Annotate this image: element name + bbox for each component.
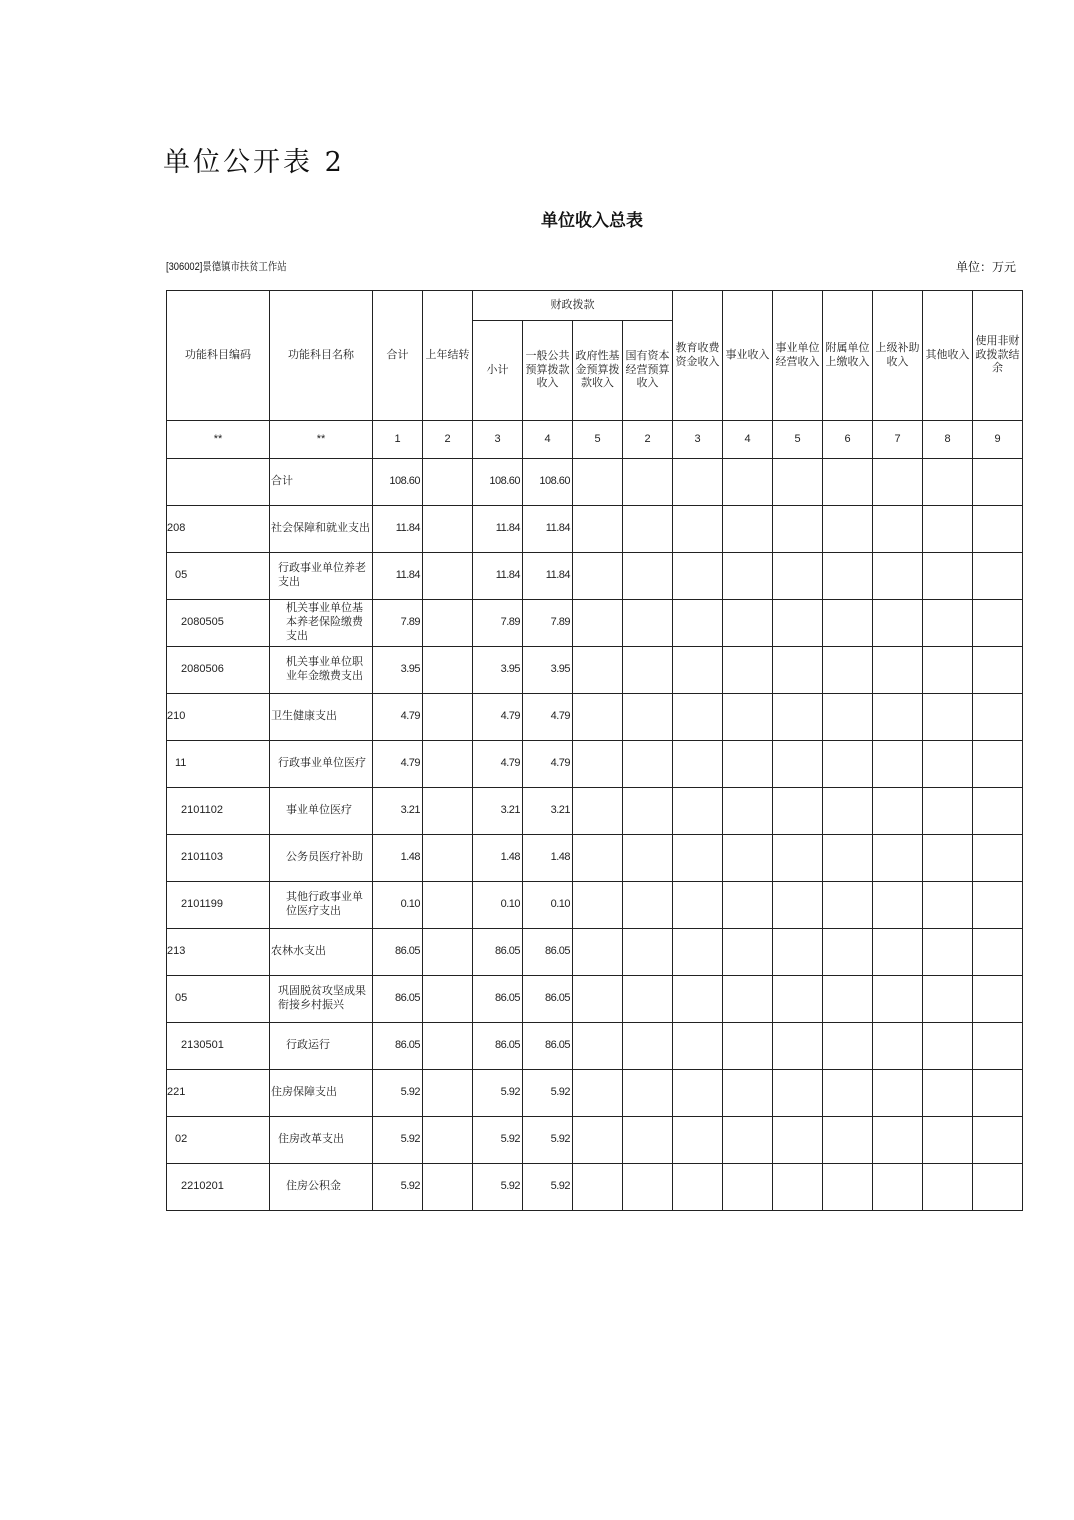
row-empty-cell xyxy=(823,835,873,882)
row-subtotal: 86.05 xyxy=(473,976,523,1023)
row-subtotal: 3.21 xyxy=(473,788,523,835)
row-empty-cell xyxy=(673,741,723,788)
header-gov-fund: 政府性基金预算拨款收入 xyxy=(573,321,623,421)
row-empty-cell xyxy=(873,600,923,647)
row-subtotal: 1.48 xyxy=(473,835,523,882)
row-empty-cell xyxy=(723,1070,773,1117)
index-row xyxy=(167,421,1023,459)
row-empty-cell xyxy=(773,1070,823,1117)
row-carryover xyxy=(423,929,473,976)
row-general: 86.05 xyxy=(523,1023,573,1070)
row-name: 机关事业单位基本养老保险缴费支出 xyxy=(270,600,373,647)
row-empty-cell xyxy=(923,741,973,788)
row-empty-cell xyxy=(673,1117,723,1164)
row-empty-cell xyxy=(573,882,623,929)
row-empty-cell xyxy=(573,553,623,600)
row-name: 事业单位医疗 xyxy=(270,788,373,835)
row-name: 巩固脱贫攻坚成果衔接乡村振兴 xyxy=(270,976,373,1023)
row-empty-cell xyxy=(723,600,773,647)
row-general: 4.79 xyxy=(523,741,573,788)
row-code: 2080505 xyxy=(167,600,270,647)
header-state-capital: 国有资本经营预算收入 xyxy=(623,321,673,421)
row-empty-cell xyxy=(773,882,823,929)
row-carryover xyxy=(423,788,473,835)
row-empty-cell xyxy=(673,1164,723,1211)
row-empty-cell xyxy=(573,929,623,976)
row-empty-cell xyxy=(573,788,623,835)
row-empty-cell xyxy=(973,459,1023,506)
table-row xyxy=(167,459,1023,506)
table-row xyxy=(167,882,1023,929)
row-empty-cell xyxy=(823,459,873,506)
row-empty-cell xyxy=(723,835,773,882)
row-empty-cell xyxy=(723,741,773,788)
income-summary-table xyxy=(166,290,1023,1211)
row-empty-cell xyxy=(873,741,923,788)
row-total: 86.05 xyxy=(373,976,423,1023)
row-empty-cell xyxy=(623,647,673,694)
row-subtotal: 7.89 xyxy=(473,600,523,647)
row-empty-cell xyxy=(973,506,1023,553)
index-cell: 6 xyxy=(823,421,873,459)
header-other: 其他收入 xyxy=(923,291,973,421)
row-empty-cell xyxy=(673,553,723,600)
header-total: 合计 xyxy=(373,291,423,421)
row-carryover xyxy=(423,835,473,882)
row-code: 11 xyxy=(167,741,270,788)
index-cell: 9 xyxy=(973,421,1023,459)
row-subtotal: 5.92 xyxy=(473,1164,523,1211)
row-empty-cell xyxy=(973,976,1023,1023)
row-empty-cell xyxy=(673,835,723,882)
row-empty-cell xyxy=(973,553,1023,600)
row-total: 86.05 xyxy=(373,929,423,976)
row-empty-cell xyxy=(973,647,1023,694)
row-general: 1.48 xyxy=(523,835,573,882)
row-empty-cell xyxy=(673,788,723,835)
row-empty-cell xyxy=(823,929,873,976)
table-row xyxy=(167,1070,1023,1117)
row-empty-cell xyxy=(873,1023,923,1070)
header-edu-fee: 教育收费资金收入 xyxy=(673,291,723,421)
row-carryover xyxy=(423,506,473,553)
row-empty-cell xyxy=(973,741,1023,788)
row-empty-cell xyxy=(623,1164,673,1211)
row-empty-cell xyxy=(773,835,823,882)
header-balance: 使用非财政拨款结余 xyxy=(973,291,1023,421)
row-empty-cell xyxy=(973,929,1023,976)
row-general: 3.21 xyxy=(523,788,573,835)
row-subtotal: 4.79 xyxy=(473,741,523,788)
row-empty-cell xyxy=(723,882,773,929)
header-subtotal: 小计 xyxy=(473,321,523,421)
row-empty-cell xyxy=(923,976,973,1023)
row-empty-cell xyxy=(673,459,723,506)
row-general: 11.84 xyxy=(523,506,573,553)
row-code: 221 xyxy=(167,1070,270,1117)
row-empty-cell xyxy=(773,1117,823,1164)
row-empty-cell xyxy=(923,1164,973,1211)
row-carryover xyxy=(423,741,473,788)
row-empty-cell xyxy=(823,882,873,929)
row-empty-cell xyxy=(573,694,623,741)
row-total: 5.92 xyxy=(373,1117,423,1164)
table-row xyxy=(167,553,1023,600)
row-name: 行政事业单位医疗 xyxy=(270,741,373,788)
index-cell: 4 xyxy=(523,421,573,459)
row-empty-cell xyxy=(973,694,1023,741)
row-empty-cell xyxy=(873,506,923,553)
row-empty-cell xyxy=(723,459,773,506)
row-empty-cell xyxy=(573,647,623,694)
row-empty-cell xyxy=(573,741,623,788)
table-row xyxy=(167,835,1023,882)
row-empty-cell xyxy=(773,741,823,788)
row-empty-cell xyxy=(723,1164,773,1211)
table-row xyxy=(167,647,1023,694)
index-cell: 7 xyxy=(873,421,923,459)
row-empty-cell xyxy=(823,506,873,553)
row-empty-cell xyxy=(723,788,773,835)
row-general: 0.10 xyxy=(523,882,573,929)
row-empty-cell xyxy=(923,835,973,882)
row-empty-cell xyxy=(823,600,873,647)
row-empty-cell xyxy=(773,1023,823,1070)
row-total: 3.21 xyxy=(373,788,423,835)
row-empty-cell xyxy=(923,1023,973,1070)
row-empty-cell xyxy=(973,882,1023,929)
row-empty-cell xyxy=(573,459,623,506)
row-name: 合计 xyxy=(270,459,373,506)
document-label: 单位公开表 2 xyxy=(163,147,345,178)
row-empty-cell xyxy=(873,647,923,694)
row-total: 1.48 xyxy=(373,835,423,882)
row-empty-cell xyxy=(623,1070,673,1117)
row-name: 住房改革支出 xyxy=(270,1117,373,1164)
row-subtotal: 11.84 xyxy=(473,553,523,600)
row-empty-cell xyxy=(923,600,973,647)
row-empty-cell xyxy=(673,976,723,1023)
row-name: 公务员医疗补助 xyxy=(270,835,373,882)
row-empty-cell xyxy=(673,647,723,694)
row-empty-cell xyxy=(573,1023,623,1070)
row-total: 5.92 xyxy=(373,1070,423,1117)
row-carryover xyxy=(423,882,473,929)
row-empty-cell xyxy=(973,600,1023,647)
header-fiscal: 财政拨款 xyxy=(473,291,673,321)
row-empty-cell xyxy=(973,1117,1023,1164)
row-empty-cell xyxy=(823,741,873,788)
row-empty-cell xyxy=(973,1070,1023,1117)
row-name: 住房公积金 xyxy=(270,1164,373,1211)
row-name: 行政事业单位养老支出 xyxy=(270,553,373,600)
row-name: 社会保障和就业支出 xyxy=(270,506,373,553)
row-general: 5.92 xyxy=(523,1117,573,1164)
row-empty-cell xyxy=(573,976,623,1023)
row-empty-cell xyxy=(623,1117,673,1164)
row-empty-cell xyxy=(923,1117,973,1164)
row-empty-cell xyxy=(823,647,873,694)
table-row xyxy=(167,506,1023,553)
row-empty-cell xyxy=(673,1070,723,1117)
row-empty-cell xyxy=(823,1023,873,1070)
header-affiliated: 附属单位上缴收入 xyxy=(823,291,873,421)
header-carryover: 上年结转 xyxy=(423,291,473,421)
row-general: 108.60 xyxy=(523,459,573,506)
row-general: 5.92 xyxy=(523,1164,573,1211)
row-empty-cell xyxy=(873,1164,923,1211)
table-row xyxy=(167,694,1023,741)
row-total: 0.10 xyxy=(373,882,423,929)
row-empty-cell xyxy=(823,1164,873,1211)
index-cell: 4 xyxy=(723,421,773,459)
row-subtotal: 5.92 xyxy=(473,1117,523,1164)
row-empty-cell xyxy=(873,882,923,929)
row-empty-cell xyxy=(923,788,973,835)
row-empty-cell xyxy=(823,694,873,741)
row-carryover xyxy=(423,459,473,506)
row-empty-cell xyxy=(573,1117,623,1164)
row-empty-cell xyxy=(923,647,973,694)
header-general: 一般公共预算拨款收入 xyxy=(523,321,573,421)
row-empty-cell xyxy=(673,694,723,741)
row-empty-cell xyxy=(623,1023,673,1070)
header-business: 事业收入 xyxy=(723,291,773,421)
row-code: 2101199 xyxy=(167,882,270,929)
index-cell: 5 xyxy=(773,421,823,459)
row-empty-cell xyxy=(873,694,923,741)
row-empty-cell xyxy=(723,647,773,694)
row-empty-cell xyxy=(573,1164,623,1211)
row-empty-cell xyxy=(773,1164,823,1211)
row-general: 11.84 xyxy=(523,553,573,600)
row-general: 7.89 xyxy=(523,600,573,647)
row-empty-cell xyxy=(923,459,973,506)
row-subtotal: 108.60 xyxy=(473,459,523,506)
row-empty-cell xyxy=(923,506,973,553)
row-empty-cell xyxy=(773,929,823,976)
row-name: 机关事业单位职业年金缴费支出 xyxy=(270,647,373,694)
row-total: 108.60 xyxy=(373,459,423,506)
table-row xyxy=(167,600,1023,647)
row-total: 4.79 xyxy=(373,694,423,741)
row-empty-cell xyxy=(723,1117,773,1164)
row-empty-cell xyxy=(623,835,673,882)
row-carryover xyxy=(423,647,473,694)
row-empty-cell xyxy=(923,553,973,600)
row-empty-cell xyxy=(573,835,623,882)
index-cell: ** xyxy=(270,421,373,459)
header-row-1 xyxy=(167,291,1023,321)
row-empty-cell xyxy=(923,929,973,976)
row-code: 213 xyxy=(167,929,270,976)
table-row xyxy=(167,929,1023,976)
index-cell: ** xyxy=(167,421,270,459)
row-empty-cell xyxy=(723,929,773,976)
row-total: 11.84 xyxy=(373,506,423,553)
table-row xyxy=(167,1164,1023,1211)
row-empty-cell xyxy=(623,882,673,929)
row-empty-cell xyxy=(973,1023,1023,1070)
row-name: 其他行政事业单位医疗支出 xyxy=(270,882,373,929)
row-empty-cell xyxy=(773,647,823,694)
row-carryover xyxy=(423,1117,473,1164)
row-empty-cell xyxy=(623,600,673,647)
table-title: 单位收入总表 xyxy=(541,211,643,231)
row-subtotal: 11.84 xyxy=(473,506,523,553)
row-name: 行政运行 xyxy=(270,1023,373,1070)
row-carryover xyxy=(423,600,473,647)
row-empty-cell xyxy=(573,506,623,553)
header-code: 功能科目编码 xyxy=(167,291,270,421)
row-code: 2210201 xyxy=(167,1164,270,1211)
row-code: 2080506 xyxy=(167,647,270,694)
row-empty-cell xyxy=(673,600,723,647)
row-name: 住房保障支出 xyxy=(270,1070,373,1117)
row-empty-cell xyxy=(923,694,973,741)
row-empty-cell xyxy=(673,506,723,553)
row-carryover xyxy=(423,976,473,1023)
row-empty-cell xyxy=(973,788,1023,835)
row-empty-cell xyxy=(873,835,923,882)
row-subtotal: 3.95 xyxy=(473,647,523,694)
row-code: 05 xyxy=(167,553,270,600)
row-code: 05 xyxy=(167,976,270,1023)
row-empty-cell xyxy=(723,553,773,600)
row-empty-cell xyxy=(973,1164,1023,1211)
row-subtotal: 86.05 xyxy=(473,1023,523,1070)
row-empty-cell xyxy=(873,929,923,976)
row-code: 2101103 xyxy=(167,835,270,882)
row-empty-cell xyxy=(673,882,723,929)
index-cell: 3 xyxy=(673,421,723,459)
row-empty-cell xyxy=(773,459,823,506)
row-code: 2101102 xyxy=(167,788,270,835)
row-total: 7.89 xyxy=(373,600,423,647)
currency-unit-label: 单位：万元 xyxy=(955,260,1016,274)
row-empty-cell xyxy=(573,600,623,647)
row-empty-cell xyxy=(773,976,823,1023)
table-row xyxy=(167,976,1023,1023)
row-empty-cell xyxy=(823,1117,873,1164)
row-empty-cell xyxy=(923,1070,973,1117)
row-empty-cell xyxy=(623,929,673,976)
row-subtotal: 0.10 xyxy=(473,882,523,929)
row-empty-cell xyxy=(773,788,823,835)
header-superior: 上级补助收入 xyxy=(873,291,923,421)
row-empty-cell xyxy=(723,506,773,553)
row-empty-cell xyxy=(573,1070,623,1117)
index-cell: 2 xyxy=(423,421,473,459)
row-empty-cell xyxy=(623,459,673,506)
header-name: 功能科目名称 xyxy=(270,291,373,421)
row-carryover xyxy=(423,1023,473,1070)
row-subtotal: 4.79 xyxy=(473,694,523,741)
row-total: 4.79 xyxy=(373,741,423,788)
row-empty-cell xyxy=(823,788,873,835)
row-empty-cell xyxy=(623,553,673,600)
row-subtotal: 5.92 xyxy=(473,1070,523,1117)
row-name: 农林水支出 xyxy=(270,929,373,976)
row-empty-cell xyxy=(873,459,923,506)
index-cell: 1 xyxy=(373,421,423,459)
row-empty-cell xyxy=(673,1023,723,1070)
row-empty-cell xyxy=(823,553,873,600)
row-carryover xyxy=(423,1070,473,1117)
row-empty-cell xyxy=(923,882,973,929)
row-general: 5.92 xyxy=(523,1070,573,1117)
row-empty-cell xyxy=(823,976,873,1023)
row-empty-cell xyxy=(773,553,823,600)
header-operating: 事业单位经营收入 xyxy=(773,291,823,421)
row-code: 2130501 xyxy=(167,1023,270,1070)
row-empty-cell xyxy=(873,1070,923,1117)
row-empty-cell xyxy=(873,1117,923,1164)
row-name: 卫生健康支出 xyxy=(270,694,373,741)
row-empty-cell xyxy=(873,788,923,835)
row-total: 11.84 xyxy=(373,553,423,600)
row-empty-cell xyxy=(623,976,673,1023)
index-cell: 2 xyxy=(623,421,673,459)
table-row xyxy=(167,788,1023,835)
index-cell: 8 xyxy=(923,421,973,459)
row-total: 3.95 xyxy=(373,647,423,694)
row-empty-cell xyxy=(773,506,823,553)
row-empty-cell xyxy=(723,694,773,741)
unit-name: [306002]景德镇市扶贫工作站 xyxy=(166,261,287,273)
row-code xyxy=(167,459,270,506)
row-empty-cell xyxy=(623,741,673,788)
row-empty-cell xyxy=(873,553,923,600)
table-row xyxy=(167,741,1023,788)
index-cell: 3 xyxy=(473,421,523,459)
row-empty-cell xyxy=(973,835,1023,882)
row-general: 86.05 xyxy=(523,976,573,1023)
row-empty-cell xyxy=(623,694,673,741)
row-code: 210 xyxy=(167,694,270,741)
row-empty-cell xyxy=(773,600,823,647)
table-row xyxy=(167,1117,1023,1164)
row-general: 86.05 xyxy=(523,929,573,976)
row-empty-cell xyxy=(773,694,823,741)
index-cell: 5 xyxy=(573,421,623,459)
row-empty-cell xyxy=(723,1023,773,1070)
row-empty-cell xyxy=(823,1070,873,1117)
row-carryover xyxy=(423,694,473,741)
row-empty-cell xyxy=(873,976,923,1023)
row-general: 4.79 xyxy=(523,694,573,741)
row-code: 208 xyxy=(167,506,270,553)
row-carryover xyxy=(423,1164,473,1211)
row-empty-cell xyxy=(673,929,723,976)
row-empty-cell xyxy=(723,976,773,1023)
row-carryover xyxy=(423,553,473,600)
row-empty-cell xyxy=(623,506,673,553)
row-general: 3.95 xyxy=(523,647,573,694)
table-row xyxy=(167,1023,1023,1070)
row-total: 86.05 xyxy=(373,1023,423,1070)
row-code: 02 xyxy=(167,1117,270,1164)
row-empty-cell xyxy=(623,788,673,835)
row-total: 5.92 xyxy=(373,1164,423,1211)
row-subtotal: 86.05 xyxy=(473,929,523,976)
